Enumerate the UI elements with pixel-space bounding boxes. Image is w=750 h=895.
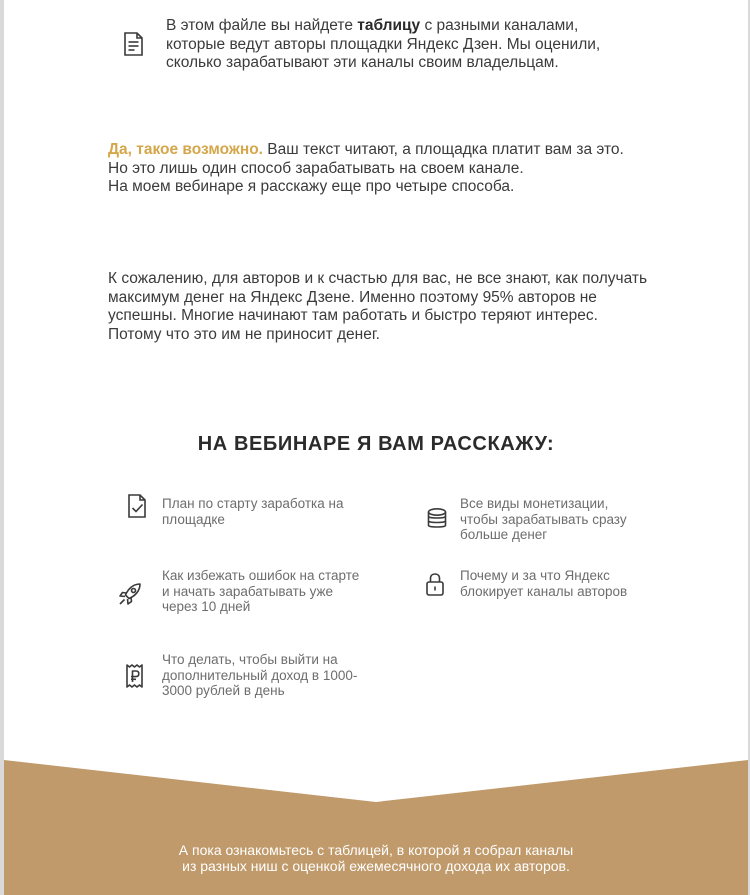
feature-item: План по старту заработка на площадке <box>162 496 344 527</box>
intro-text: В этом файле вы найдете таблицу с разными каналами, которые ведут авторы площадки Яндекс Дзен. Мы оценили, сколько зарабатывают эти каналы своим владельцам. <box>166 17 601 71</box>
problem-paragraph: К сожалению, для авторов и к счастью для вас, не все знают, как получать максимум денег на Яндекс Дзене. Именно поэтому 95% авторов не успешны. Многие начинают там работать и быстро теряют интерес. Потому что это им не приносит денег. <box>108 270 648 343</box>
coins-stack-icon <box>423 505 451 533</box>
possibility-paragraph: Да, такое возможно. Ваш текст читают, а площадка платит вам за это. Но это лишь один способ зарабатывать на своем канале. На моем вебинаре я расскажу еще про четыре способа. <box>108 141 624 195</box>
feature-item: Что делать, чтобы выйти на дополнительный доход в 1000-3000 рублей в день <box>162 652 358 698</box>
feature-item: Как избежать ошибок на старте и начать зарабатывать уже через 10 дней <box>162 568 360 614</box>
footer-text: А пока ознакомьтесь с таблицей, в которой я собрал каналы из разных ниш с оценкой ежемесячного дохода их авторов. <box>178 842 574 874</box>
document-check-icon <box>123 492 151 520</box>
feature-item: Все виды монетизации, чтобы зарабатывать сразу больше денег <box>460 496 627 542</box>
document-icon <box>119 30 147 58</box>
webinar-heading: НА ВЕБИНАРЕ Я ВАМ РАССКАЖУ: <box>197 433 555 455</box>
highlight-text: Да, такое возможно. <box>108 141 263 158</box>
intro-bold-word: таблицу <box>357 17 421 34</box>
document-page <box>4 0 748 895</box>
ruble-receipt-icon <box>121 662 149 690</box>
rocket-icon <box>116 580 144 608</box>
footer-banner-shape <box>4 760 748 895</box>
padlock-icon <box>421 570 449 598</box>
footer-banner <box>4 760 748 895</box>
feature-item: Почему и за что Яндекс блокирует каналы авторов <box>460 568 628 599</box>
